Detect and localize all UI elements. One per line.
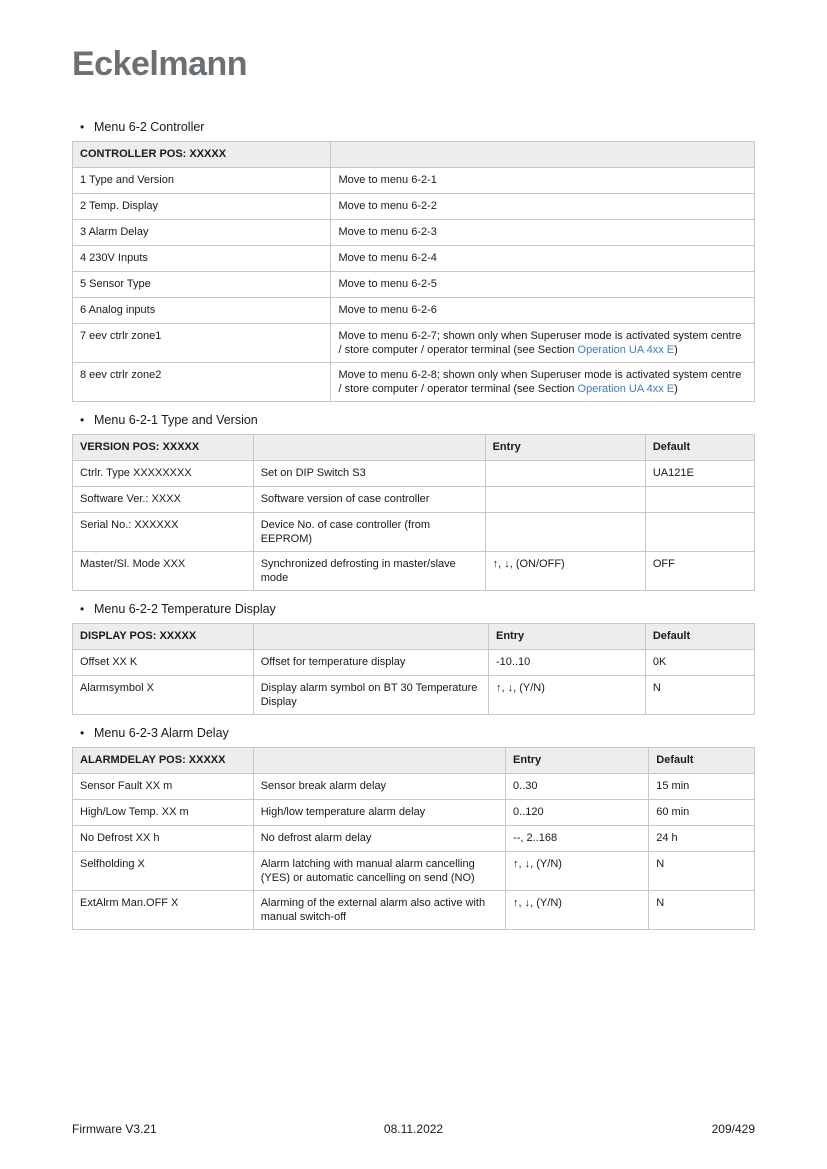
- table-row: [73, 168, 755, 194]
- table-cell: Move to menu 6-2-3: [331, 220, 755, 246]
- section-heading-menu-6-2-1: [80, 413, 755, 428]
- table-cell: Move to menu 6-2-5: [331, 272, 755, 298]
- table-row: [73, 461, 755, 487]
- section-heading-text: Menu 6-2-1 Type and Version: [94, 413, 258, 427]
- table-cell: 0..120: [506, 800, 649, 826]
- table-cell: 8 eev ctrlr zone2: [73, 363, 331, 402]
- table-cell: 3 Alarm Delay: [73, 220, 331, 246]
- table-cell: Sensor break alarm delay: [253, 774, 505, 800]
- table-cell: [645, 487, 754, 513]
- table-cell: High/low temperature alarm delay: [253, 800, 505, 826]
- table-row: [73, 324, 755, 363]
- table-row: [73, 194, 755, 220]
- table-header-row: [73, 142, 755, 168]
- logo: Eckelmann: [72, 45, 248, 83]
- table-cell: Offset XX K: [73, 650, 254, 676]
- section-heading-text: Menu 6-2-2 Temperature Display: [94, 602, 276, 616]
- table-row: [73, 852, 755, 891]
- table-cell: Alarmsymbol X: [73, 676, 254, 715]
- table-row: [73, 826, 755, 852]
- page-footer: [72, 1122, 755, 1137]
- table-cell: [485, 513, 645, 552]
- table-row: [73, 774, 755, 800]
- table-row: [73, 552, 755, 591]
- table-cell: Software version of case controller: [253, 487, 485, 513]
- table-header-cell: DISPLAY POS: XXXXX: [73, 624, 254, 650]
- bullet-icon: •: [80, 602, 85, 616]
- table-header-cell: Default: [645, 624, 754, 650]
- table-header-row: [73, 624, 755, 650]
- table-cell: Selfholding X: [73, 852, 254, 891]
- table-cell: 60 min: [649, 800, 755, 826]
- bullet-icon: •: [80, 120, 85, 134]
- section-heading-menu-6-2-2: [80, 602, 755, 617]
- table-row: [73, 246, 755, 272]
- table-row: [73, 891, 755, 930]
- table-cell: Sensor Fault XX m: [73, 774, 254, 800]
- table-cell: 0K: [645, 650, 754, 676]
- bullet-icon: •: [80, 726, 85, 740]
- table-row: [73, 800, 755, 826]
- table-header-cell: VERSION POS: XXXXX: [73, 435, 254, 461]
- table-cell: Set on DIP Switch S3: [253, 461, 485, 487]
- table-cell: Device No. of case controller (from EEPROM): [253, 513, 485, 552]
- table-cell: [331, 324, 755, 363]
- table-row: [73, 363, 755, 402]
- link-operation-ua-4xx-e[interactable]: Operation UA 4xx E: [577, 383, 675, 395]
- table-cell: Move to menu 6-2-6: [331, 298, 755, 324]
- table-cell: 24 h: [649, 826, 755, 852]
- table-header-cell: [253, 748, 505, 774]
- table-menu-6-2-1-version: [72, 434, 755, 591]
- table-cell: Offset for temperature display: [253, 650, 488, 676]
- table-header-cell: [331, 142, 755, 168]
- table-cell: -10..10: [489, 650, 646, 676]
- table-menu-6-2-controller: [72, 141, 755, 402]
- table-menu-6-2-2-display: [72, 623, 755, 715]
- footer-date: 08.11.2022: [383, 1122, 444, 1136]
- table-menu-6-2-3-alarmdelay: [72, 747, 755, 930]
- table-cell: ↑, ↓, (ON/OFF): [485, 552, 645, 591]
- table-cell: Move to menu 6-2-2: [331, 194, 755, 220]
- cell-text: ): [674, 383, 678, 395]
- table-cell: ExtAlrm Man.OFF X: [73, 891, 254, 930]
- table-header-row: [73, 435, 755, 461]
- table-cell: Display alarm symbol on BT 30 Temperature Display: [253, 676, 488, 715]
- table-header-cell: Default: [645, 435, 754, 461]
- table-cell: [331, 363, 755, 402]
- table-cell: Master/Sl. Mode XXX: [73, 552, 254, 591]
- table-cell: 1 Type and Version: [73, 168, 331, 194]
- footer-firmware-version: Firmware V3.21: [72, 1122, 157, 1136]
- table-cell: 15 min: [649, 774, 755, 800]
- bullet-icon: •: [80, 413, 85, 427]
- table-cell: N: [645, 676, 754, 715]
- table-cell: 6 Analog inputs: [73, 298, 331, 324]
- table-header-cell: Entry: [489, 624, 646, 650]
- table-cell: Move to menu 6-2-4: [331, 246, 755, 272]
- table-header-cell: [253, 435, 485, 461]
- table-row: [73, 513, 755, 552]
- cell-text: Move to menu 6-2-7; shown only when Superuser mode is activated system centre / store computer / operator terminal (see Section: [338, 330, 742, 356]
- table-cell: 7 eev ctrlr zone1: [73, 324, 331, 363]
- table-row: [73, 298, 755, 324]
- table-header-cell: CONTROLLER POS: XXXXX: [73, 142, 331, 168]
- table-header-cell: Default: [649, 748, 755, 774]
- table-cell: 2 Temp. Display: [73, 194, 331, 220]
- table-cell: 4 230V Inputs: [73, 246, 331, 272]
- table-row: [73, 220, 755, 246]
- table-cell: Move to menu 6-2-1: [331, 168, 755, 194]
- table-cell: N: [649, 891, 755, 930]
- table-cell: ↑, ↓, (Y/N): [506, 852, 649, 891]
- table-header-cell: ALARMDELAY POS: XXXXX: [73, 748, 254, 774]
- section-heading-menu-6-2-3: [80, 726, 755, 741]
- table-cell: ↑, ↓, (Y/N): [506, 891, 649, 930]
- table-cell: Alarm latching with manual alarm cancelling (YES) or automatic cancelling on send (NO): [253, 852, 505, 891]
- table-cell: No Defrost XX h: [73, 826, 254, 852]
- cell-text: ): [674, 344, 678, 356]
- table-cell: 5 Sensor Type: [73, 272, 331, 298]
- table-cell: Ctrlr. Type XXXXXXXX: [73, 461, 254, 487]
- section-heading-menu-6-2: [80, 120, 755, 135]
- table-row: [73, 676, 755, 715]
- table-header-cell: Entry: [506, 748, 649, 774]
- footer-page-number: 209/429: [711, 1122, 756, 1136]
- table-cell: Serial No.: XXXXXX: [73, 513, 254, 552]
- table-row: [73, 650, 755, 676]
- table-cell: [485, 487, 645, 513]
- table-cell: OFF: [645, 552, 754, 591]
- table-cell: [485, 461, 645, 487]
- section-heading-text: Menu 6-2 Controller: [94, 120, 205, 134]
- table-cell: --, 2..168: [506, 826, 649, 852]
- table-cell: Software Ver.: XXXX: [73, 487, 254, 513]
- table-row: [73, 487, 755, 513]
- table-cell: [645, 513, 754, 552]
- cell-text: Move to menu 6-2-8; shown only when Superuser mode is activated system centre / store computer / operator terminal (see Section: [338, 369, 742, 395]
- table-row: [73, 272, 755, 298]
- table-cell: N: [649, 852, 755, 891]
- table-header-row: [73, 748, 755, 774]
- link-operation-ua-4xx-e[interactable]: Operation UA 4xx E: [577, 344, 675, 356]
- table-cell: ↑, ↓, (Y/N): [489, 676, 646, 715]
- table-cell: 0..30: [506, 774, 649, 800]
- table-header-cell: [253, 624, 488, 650]
- table-cell: Synchronized defrosting in master/slave mode: [253, 552, 485, 591]
- table-cell: UA121E: [645, 461, 754, 487]
- table-cell: High/Low Temp. XX m: [73, 800, 254, 826]
- table-cell: No defrost alarm delay: [253, 826, 505, 852]
- table-header-cell: Entry: [485, 435, 645, 461]
- table-cell: Alarming of the external alarm also active with manual switch-off: [253, 891, 505, 930]
- section-heading-text: Menu 6-2-3 Alarm Delay: [94, 726, 229, 740]
